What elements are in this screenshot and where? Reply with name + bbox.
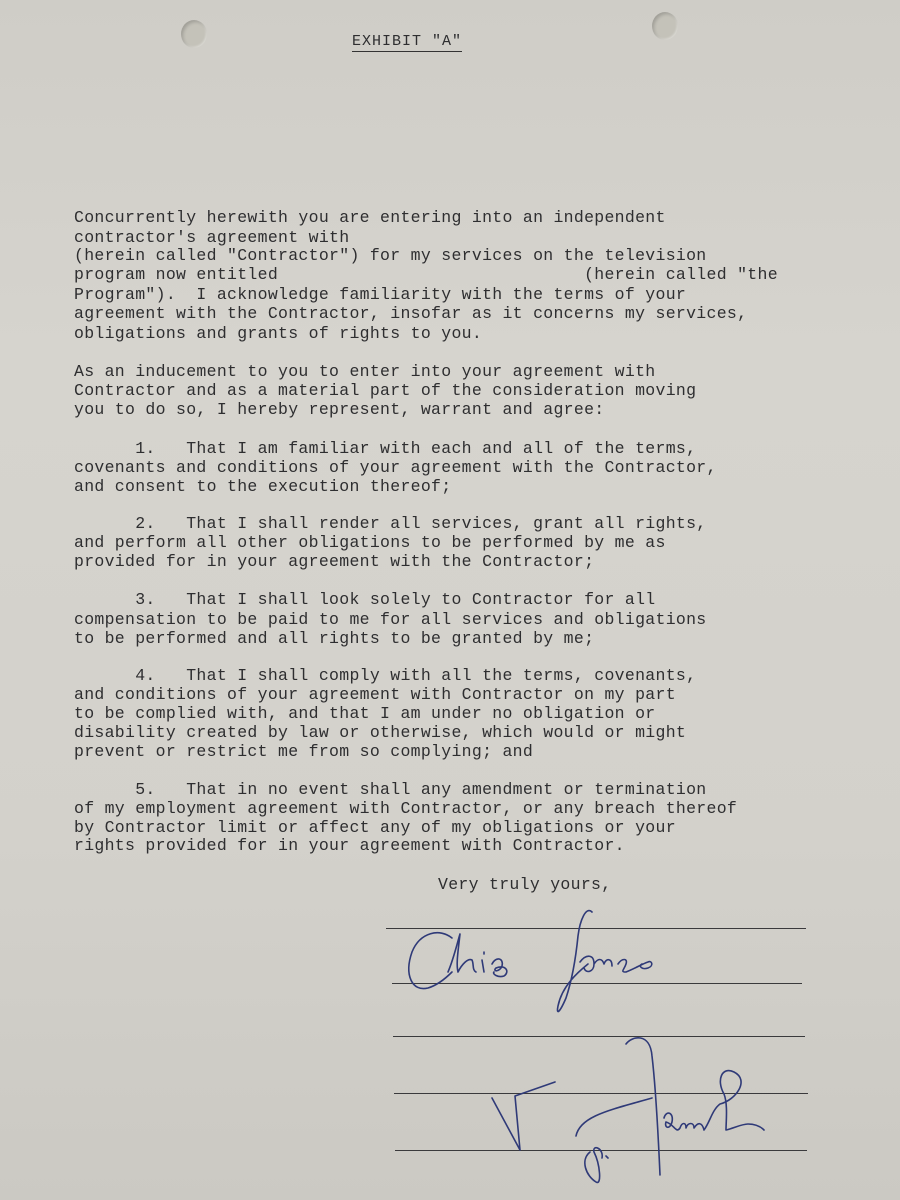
clause-2-line: 2. That I shall render all services, grant all rights, xyxy=(74,514,707,533)
text-line: (herein called "Contractor") for my services on the television xyxy=(74,246,707,265)
clause-3-line: 3. That I shall look solely to Contractor for all xyxy=(74,590,656,609)
clause-1-line: 1. That I am familiar with each and all of the terms, xyxy=(74,439,697,458)
signature-chris-jones xyxy=(409,933,507,989)
clause-5-line: 5. That in no event shall any amendment or termination xyxy=(74,780,707,799)
clause-2-line: and perform all other obligations to be performed by me as xyxy=(74,533,666,552)
clause-2-line: provided for in your agreement with the Contractor; xyxy=(74,552,595,571)
clause-1-line: and consent to the execution thereof; xyxy=(74,477,452,496)
punch-hole xyxy=(181,20,207,48)
text-line: agreement with the Contractor, insofar as it concerns my services, xyxy=(74,304,748,323)
clause-5-line: rights provided for in your agreement with Contractor. xyxy=(74,836,625,855)
text-line: Concurrently herewith you are entering into an independent xyxy=(74,208,666,227)
clause-4-line: and conditions of your agreement with Contractor on my part xyxy=(74,685,676,704)
signature-second xyxy=(492,1038,764,1183)
punch-hole xyxy=(652,12,678,40)
clause-5-line: of my employment agreement with Contractor, or any breach thereof xyxy=(74,799,738,818)
clause-1-line: covenants and conditions of your agreement with the Contractor, xyxy=(74,458,717,477)
clause-3-line: compensation to be paid to me for all services and obligations xyxy=(74,610,707,629)
text-line: As an inducement to you to enter into your agreement with xyxy=(74,362,656,381)
clause-3-line: to be performed and all rights to be granted by me; xyxy=(74,629,595,648)
clause-4-line: 4. That I shall comply with all the terms, covenants, xyxy=(74,666,697,685)
closing-salutation: Very truly yours, xyxy=(438,875,612,894)
clause-4-line: to be complied with, and that I am under no obligation or xyxy=(74,704,656,723)
clause-5-line: by Contractor limit or affect any of my obligations or your xyxy=(74,818,676,837)
text-line: program now entitled (herein called "the xyxy=(74,265,778,284)
clause-4-line: prevent or restrict me from so complying; and xyxy=(74,742,534,761)
document-title: EXHIBIT "A" xyxy=(352,33,463,50)
text-line: Contractor and as a material part of the consideration moving xyxy=(74,381,697,400)
clause-4-line: disability created by law or otherwise, which would or might xyxy=(74,723,687,742)
text-line: obligations and grants of rights to you. xyxy=(74,324,483,343)
handwritten-signatures xyxy=(380,860,840,1200)
text-line: you to do so, I hereby represent, warrant and agree: xyxy=(74,400,605,419)
text-line: contractor's agreement with xyxy=(74,228,350,247)
text-line: Program"). I acknowledge familiarity with the terms of your xyxy=(74,285,687,304)
